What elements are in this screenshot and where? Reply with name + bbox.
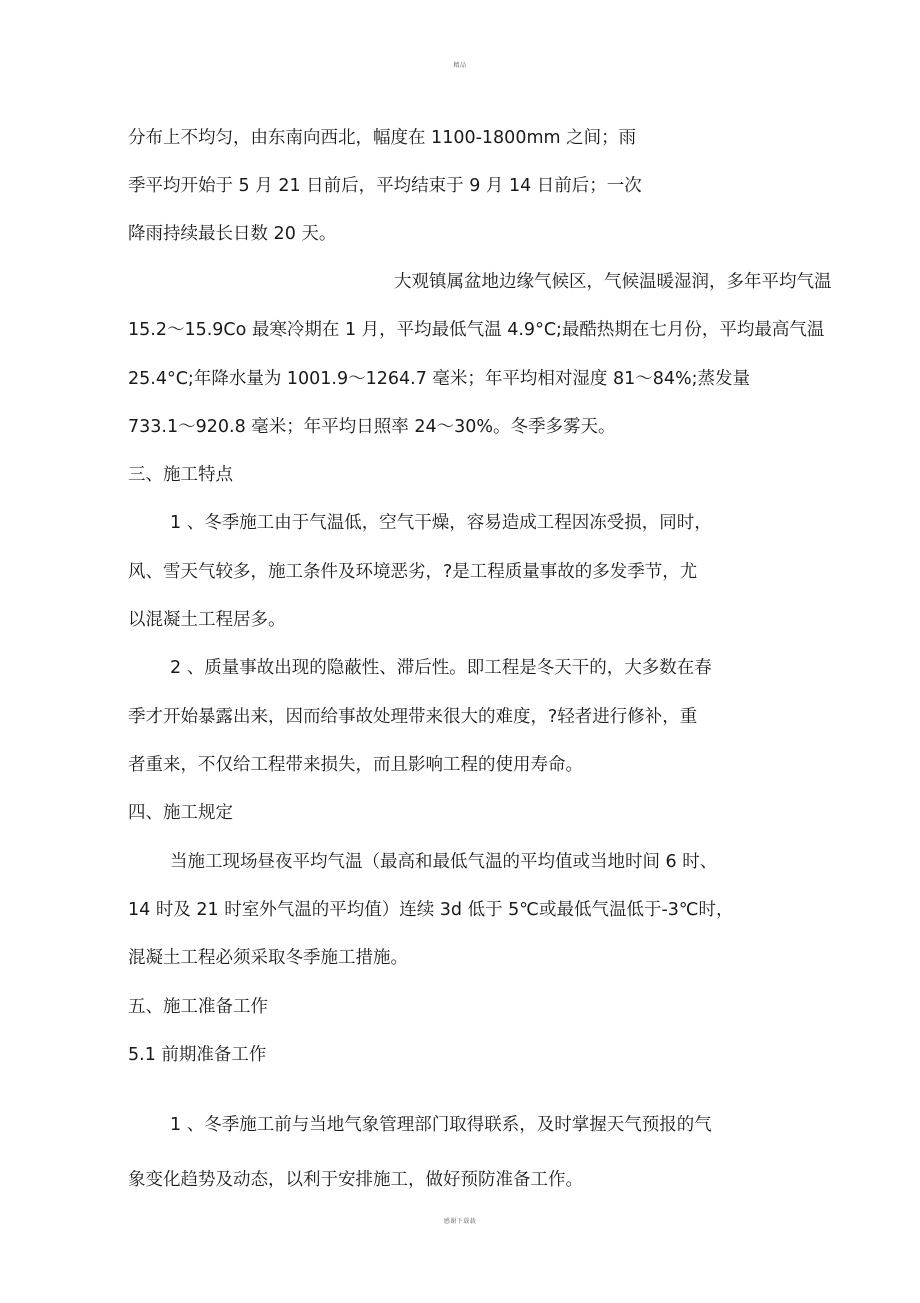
body-line: 象变化趋势及动态，以利于安排施工，做好预防准备工作。 [128, 1170, 583, 1190]
body-line: 2 、质量事故出现的隐蔽性、滞后性。即工程是冬天干的，大多数在春 [170, 658, 712, 678]
body-line: 1 、冬季施工前与当地气象管理部门取得联系，及时掌握天气预报的气 [170, 1115, 712, 1135]
body-line: 15.2〜15.9Co 最寒冷期在 1 月，平均最低气温 4.9°C;最酷热期在七月份，平均最高气温 [128, 320, 825, 340]
body-line: 14 时及 21 时室外气温的平均值）连续 3d 低于 5℃或最低气温低于-3℃时， [128, 900, 734, 920]
body-line: 大观镇属盆地边缘气候区，气候温暖湿润，多年平均气温 [394, 272, 832, 292]
section-heading: 三、施工特点 [128, 465, 233, 485]
page-footer: 感谢下载载 [443, 1218, 477, 1225]
body-line: 以混凝土工程居多。 [128, 610, 286, 630]
body-line: 733.1〜920.8 毫米；年平均日照率 24〜30%。冬季多雾天。 [128, 417, 616, 437]
body-line: 1 、冬季施工由于气温低，空气干燥，容易造成工程因冻受损，同时， [170, 513, 712, 533]
section-heading: 五、施工准备工作 [128, 997, 268, 1017]
page-header: 精品 [453, 62, 467, 69]
body-line: 风、雪天气较多，施工条件及环境恶劣，?是工程质量事故的多发季节，尤 [128, 562, 698, 582]
body-line: 分布上不均匀，由东南向西北，幅度在 1100-1800mm 之间；雨 [128, 128, 637, 148]
body-line: 降雨持续最长日数 20 天。 [128, 224, 337, 244]
body-line: 者重来，不仅给工程带来损失，而且影响工程的使用寿命。 [128, 755, 583, 775]
section-heading: 四、施工规定 [128, 803, 233, 823]
body-line: 当施工现场昼夜平均气温（最高和最低气温的平均值或当地时间 6 时、 [170, 852, 718, 872]
body-line: 季平均开始于 5 月 21 日前后，平均结束于 9 月 14 日前后；一次 [128, 176, 642, 196]
body-line: 混凝土工程必须采取冬季施工措施。 [128, 948, 408, 968]
subsection-heading: 5.1 前期准备工作 [128, 1045, 267, 1065]
body-line: 季才开始暴露出来，因而给事故处理带来很大的难度，?轻者进行修补，重 [128, 707, 698, 727]
body-line: 25.4°C;年降水量为 1001.9〜1264.7 毫米；年平均相对湿度 81〜84%;蒸发量 [128, 369, 751, 389]
